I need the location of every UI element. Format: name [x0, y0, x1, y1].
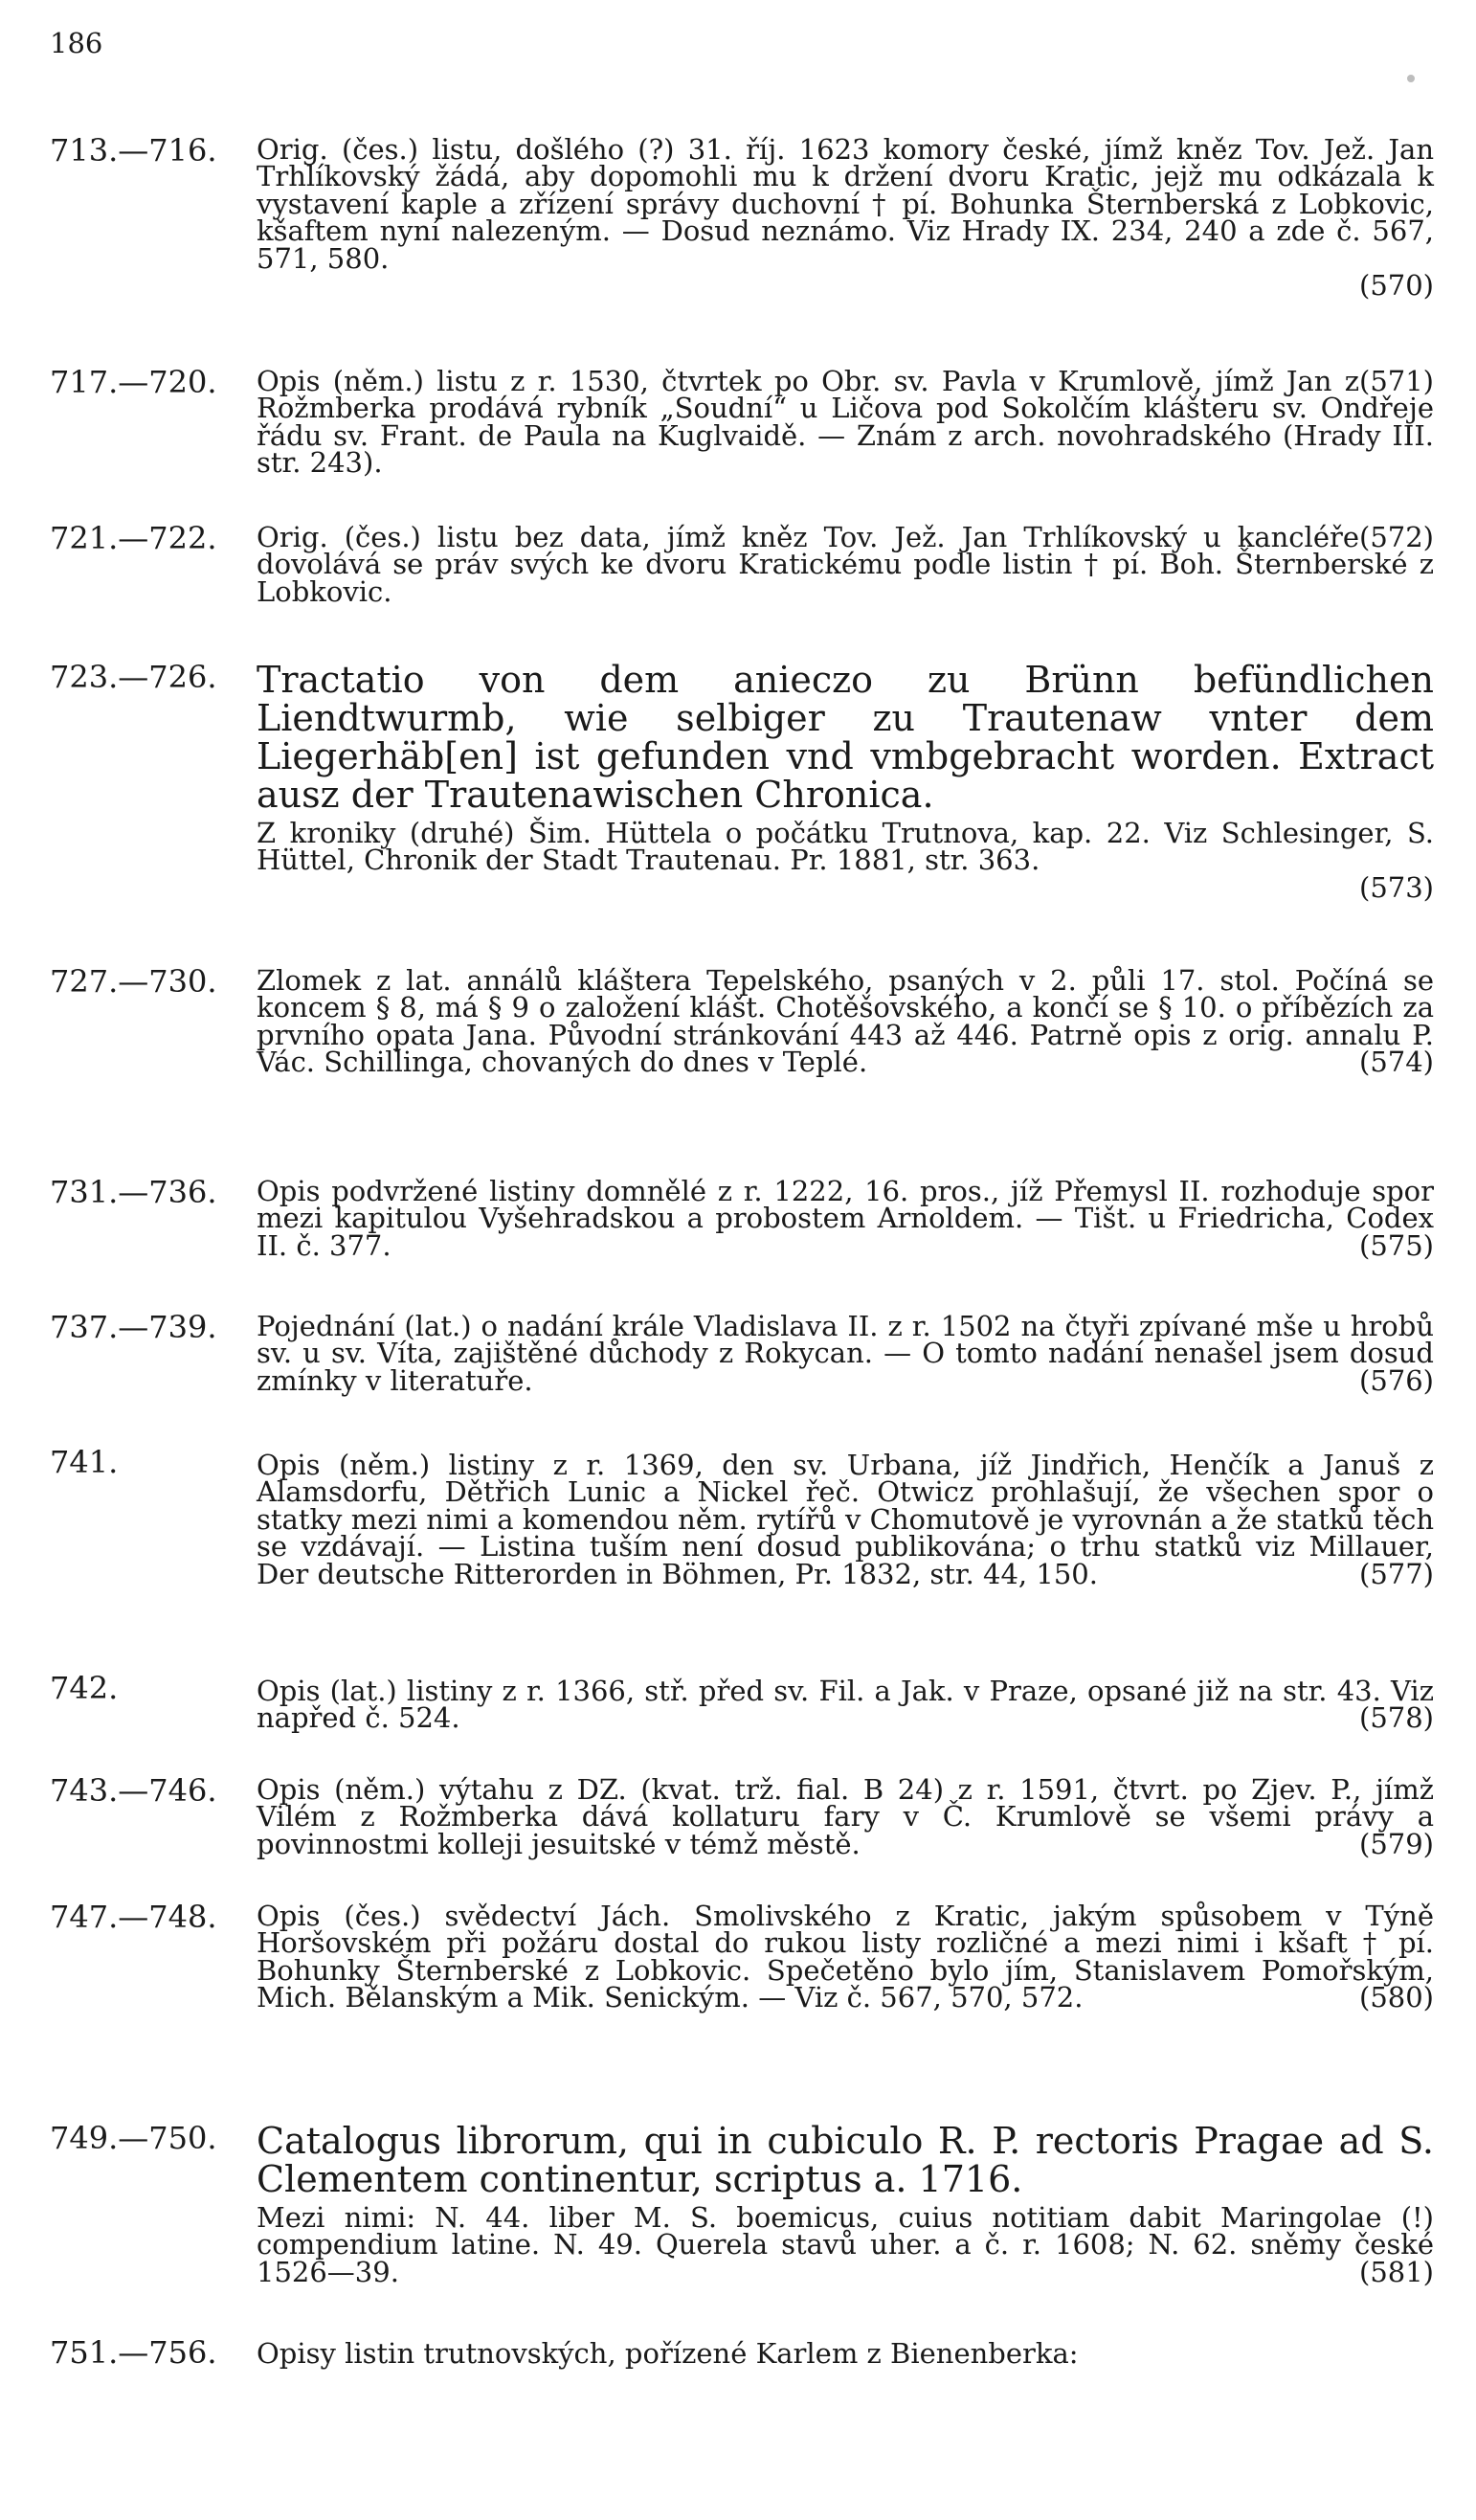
page-number: 186: [50, 27, 103, 59]
entry-number: 727.—730.: [50, 963, 217, 1000]
entry-text: (572) Orig. (čes.) listu bez data, jímž kněz Tov. Jež. Jan Trhlíkovský u kancléře dovolává se práv svých ke dvoru Kratickému podle listin † pí. Boh. Šternberské z Lobkovic.: [257, 521, 1434, 608]
entry-number: 749.—750.: [50, 2120, 217, 2156]
entry-reference: (577): [1359, 1557, 1434, 1590]
entry-text: Orig. (čes.) listu, došlého (?) 31. říj. 1623 komory české, jímž kněz Tov. Jež. Jan Trhlíkovský žádá, aby dopomohli mu k držení dvoru Kratic, jejž mu odkázala k vystavení kaple a zřízení správy duchovní † pí. Bohunka Šternberská z Lobkovic, kšaftem nyní nalezeným. — Dosud neznámo. Viz Hrady IX. 234, 240 a zde č. 567, 571, 580.: [257, 133, 1434, 275]
entry-title: Catalogus librorum, qui in cubiculo R. P. rectoris Pragae ad S. Clementem continentur, scriptus a. 1716.: [257, 2120, 1434, 2200]
entry-reference: (574): [1359, 1046, 1434, 1079]
entry-number: 721.—722.: [50, 520, 217, 556]
entry-reference: (571): [1359, 365, 1434, 397]
entry-number: 743.—746.: [50, 1772, 217, 1809]
entry-reference: (579): [1359, 1827, 1434, 1860]
entry-reference: (578): [1359, 1701, 1434, 1735]
entry-text: Z kroniky (druhé) Šim. Hüttela o počátku Trutnova, kap. 22. Viz Schlesinger, S. Hüttel, Chronik der Stadt Trautenau. Pr. 1881, str. 363.: [257, 817, 1434, 877]
entry-reference: (580): [1359, 1981, 1434, 2014]
entry-reference: (581): [1359, 2255, 1434, 2288]
entry-number: 731.—736.: [50, 1174, 217, 1210]
entry-text: Mezi nimi: N. 44. liber M. S. boemicus, cuius notitiam dabit Maringolae (!) compendium latine. N. 49. Querela stavů uher. a č. r. 1608; N. 62. sněmy české 1526—39. (581): [257, 2201, 1434, 2288]
entry-text: Opis (lat.) listiny z r. 1366, stř. před sv. Fil. a Jak. v Praze, opsané již na str. 43. Viz napřed č. 524. (578): [257, 1675, 1434, 1735]
entry-text: Pojednání (lat.) o nadání krále Vladislava II. z r. 1502 na čtyři zpívané mše u hrobů sv. u sv. Víta, zajištěné důchody z Rokycan. — O tomto nadání nenašel jsem dosud zmínky v literatuře. (576): [257, 1310, 1434, 1397]
entry-text: (571) Opis (něm.) listu z r. 1530, čtvrtek po Obr. sv. Pavla v Krumlově, jímž Jan z Rožmberka prodává rybník „Soudní“ u Ličova pod Sokolčím klášteru sv. Ondřeje řádu sv. Frant. de Paula na Kuglvaidě. — Znám z arch. novohradského (Hrady III. str. 243).: [257, 365, 1434, 480]
entry-number: 723.—726.: [50, 659, 217, 695]
entry-text: Opis (čes.) svědectví Jách. Smolivského z Kratic, jakým spůsobem v Týně Horšovském při požáru dostal do rukou listy rozličné a mezi nimi i kšaft † pí. Bohunky Šternberské z Lobkovic. Spečetěno bylo jím, Stanislavem Pomořským, Mich. Bělanským a Mik. Senickým. — Viz č. 567, 570, 572. (580): [257, 1900, 1434, 2014]
entry-reference: (570): [1359, 269, 1434, 303]
entry-number: 747.—748.: [50, 1899, 217, 1935]
entry-number: 717.—720.: [50, 364, 217, 400]
entry-title: Tractatio von dem anieczo zu Brünn befündlichen Liendtwurmb, wie selbiger zu Trautenaw vnter dem Liegerhäb[en] ist gefunden vnd vmbgebracht worden. Extract ausz der Trautenawischen Chronica.: [257, 659, 1434, 816]
entry-reference: (573): [1359, 870, 1434, 904]
entry-number: 741.: [50, 1444, 119, 1480]
entry-number: 713.—716.: [50, 132, 217, 169]
entry-reference: (575): [1359, 1228, 1434, 1262]
entry-text: Zlomek z lat. annálů kláštera Tepelského, psaných v 2. půli 17. stol. Počíná se koncem § 8, má § 9 o založení klášt. Chotěšovského, a končí se § 10. o příbězích za prvního opata Jana. Původní stránkování 443 až 446. Patrně opis z orig. annalu P. Vác. Schillinga, chovaných do dnes v Teplé. (574): [257, 964, 1434, 1079]
speck-mark: [1407, 75, 1415, 82]
entry-number: 742.: [50, 1670, 119, 1706]
entry-number: 737.—739.: [50, 1309, 217, 1345]
entry-reference: (576): [1359, 1363, 1434, 1397]
entry-text: Opisy listin trutnovských, pořízené Karlem z Bienenberka:: [257, 2337, 1079, 2370]
entry-text: Opis (něm.) listiny z r. 1369, den sv. Urbana, jíž Jindřich, Henčík a Januš z Alamsdorfu, Dětřich Lunic a Nickel řeč. Otwicz prohlašují, že všechen spor o statky mezi nimi a komendou něm. rytířů v Chomutově je vyrovnán a že statků těch se vzdávají. — Listina tuším není dosud publikována; o trhu statků viz Millauer, Der deutsche Ritterorden in Böhmen, Pr. 1832, str. 44, 150. (577): [257, 1449, 1434, 1590]
entry-number: 751.—756.: [50, 2334, 217, 2371]
entry-text: Opis (něm.) výtahu z DZ. (kvat. trž. fial. B 24) z r. 1591, čtvrt. po Zjev. P., jímž Vilém z Rožmberka dává kollaturu fary v Č. Krumlově se všemi právy a povinnostmi kolleji jesuitské v témž městě. (579): [257, 1773, 1434, 1860]
entry-text: Opis podvržené listiny domnělé z r. 1222, 16. pros., jíž Přemysl II. rozhoduje spor mezi kapitulou Vyšehradskou a probostem Arnoldem. — Tišt. u Friedricha, Codex II. č. 377. (575): [257, 1175, 1434, 1262]
entry-reference: (572): [1359, 521, 1434, 553]
